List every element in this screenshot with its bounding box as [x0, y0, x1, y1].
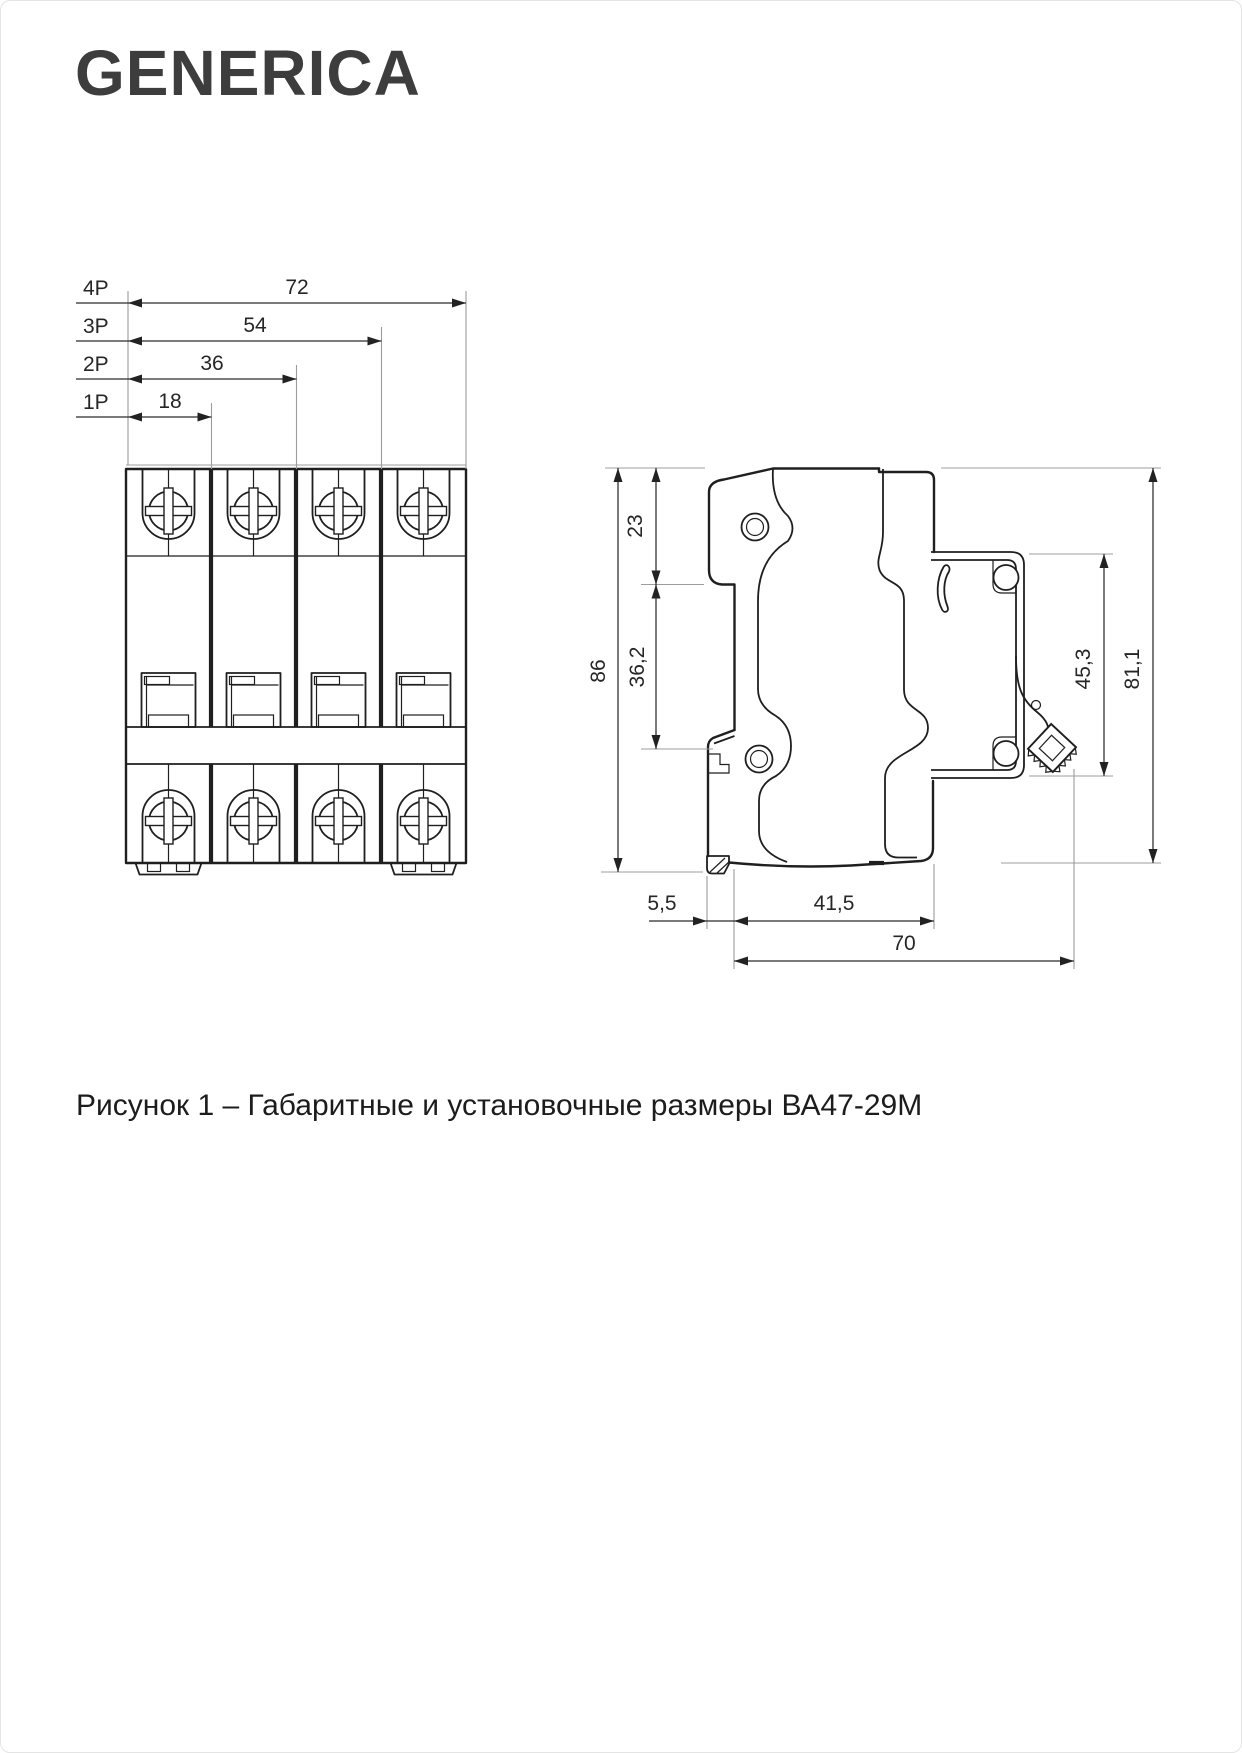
side-view-dimensions [587, 468, 1161, 969]
dim-label-5-5: 5,5 [647, 892, 677, 915]
dim-label-54: 54 [243, 314, 267, 337]
technical-drawing [1, 1, 1242, 1011]
dim-2p [76, 352, 297, 379]
dim-4p [76, 276, 466, 303]
dim-label-45-3: 45,3 [1072, 648, 1095, 690]
dim-label-18: 18 [158, 390, 182, 413]
dim-label-23: 23 [624, 514, 647, 538]
front-view-dimensions [76, 276, 466, 469]
pole-count-label: 4P [83, 277, 109, 300]
dim-3p [76, 314, 382, 341]
dim-label-86: 86 [587, 659, 610, 683]
dim-label-72: 72 [285, 276, 309, 299]
dim-label-41-5: 41,5 [813, 892, 855, 915]
dim-label-36: 36 [200, 352, 224, 375]
dim-1p [76, 390, 212, 417]
dim-label-81-1: 81,1 [1121, 648, 1144, 690]
dim-label-36-2: 36,2 [626, 646, 649, 688]
figure-caption: Рисунок 1 – Габаритные и установочные размеры ВА47-29М [76, 1089, 923, 1122]
pole-count-label: 3P [83, 315, 109, 338]
dim-label-70: 70 [892, 932, 916, 955]
pole-count-label: 1P [83, 391, 109, 414]
terminal-clamp-screw [1025, 724, 1080, 779]
pole-count-label: 2P [83, 353, 109, 376]
side-view [707, 469, 1080, 874]
front-view [126, 465, 466, 875]
brand-logo: GENERICA [75, 37, 421, 109]
